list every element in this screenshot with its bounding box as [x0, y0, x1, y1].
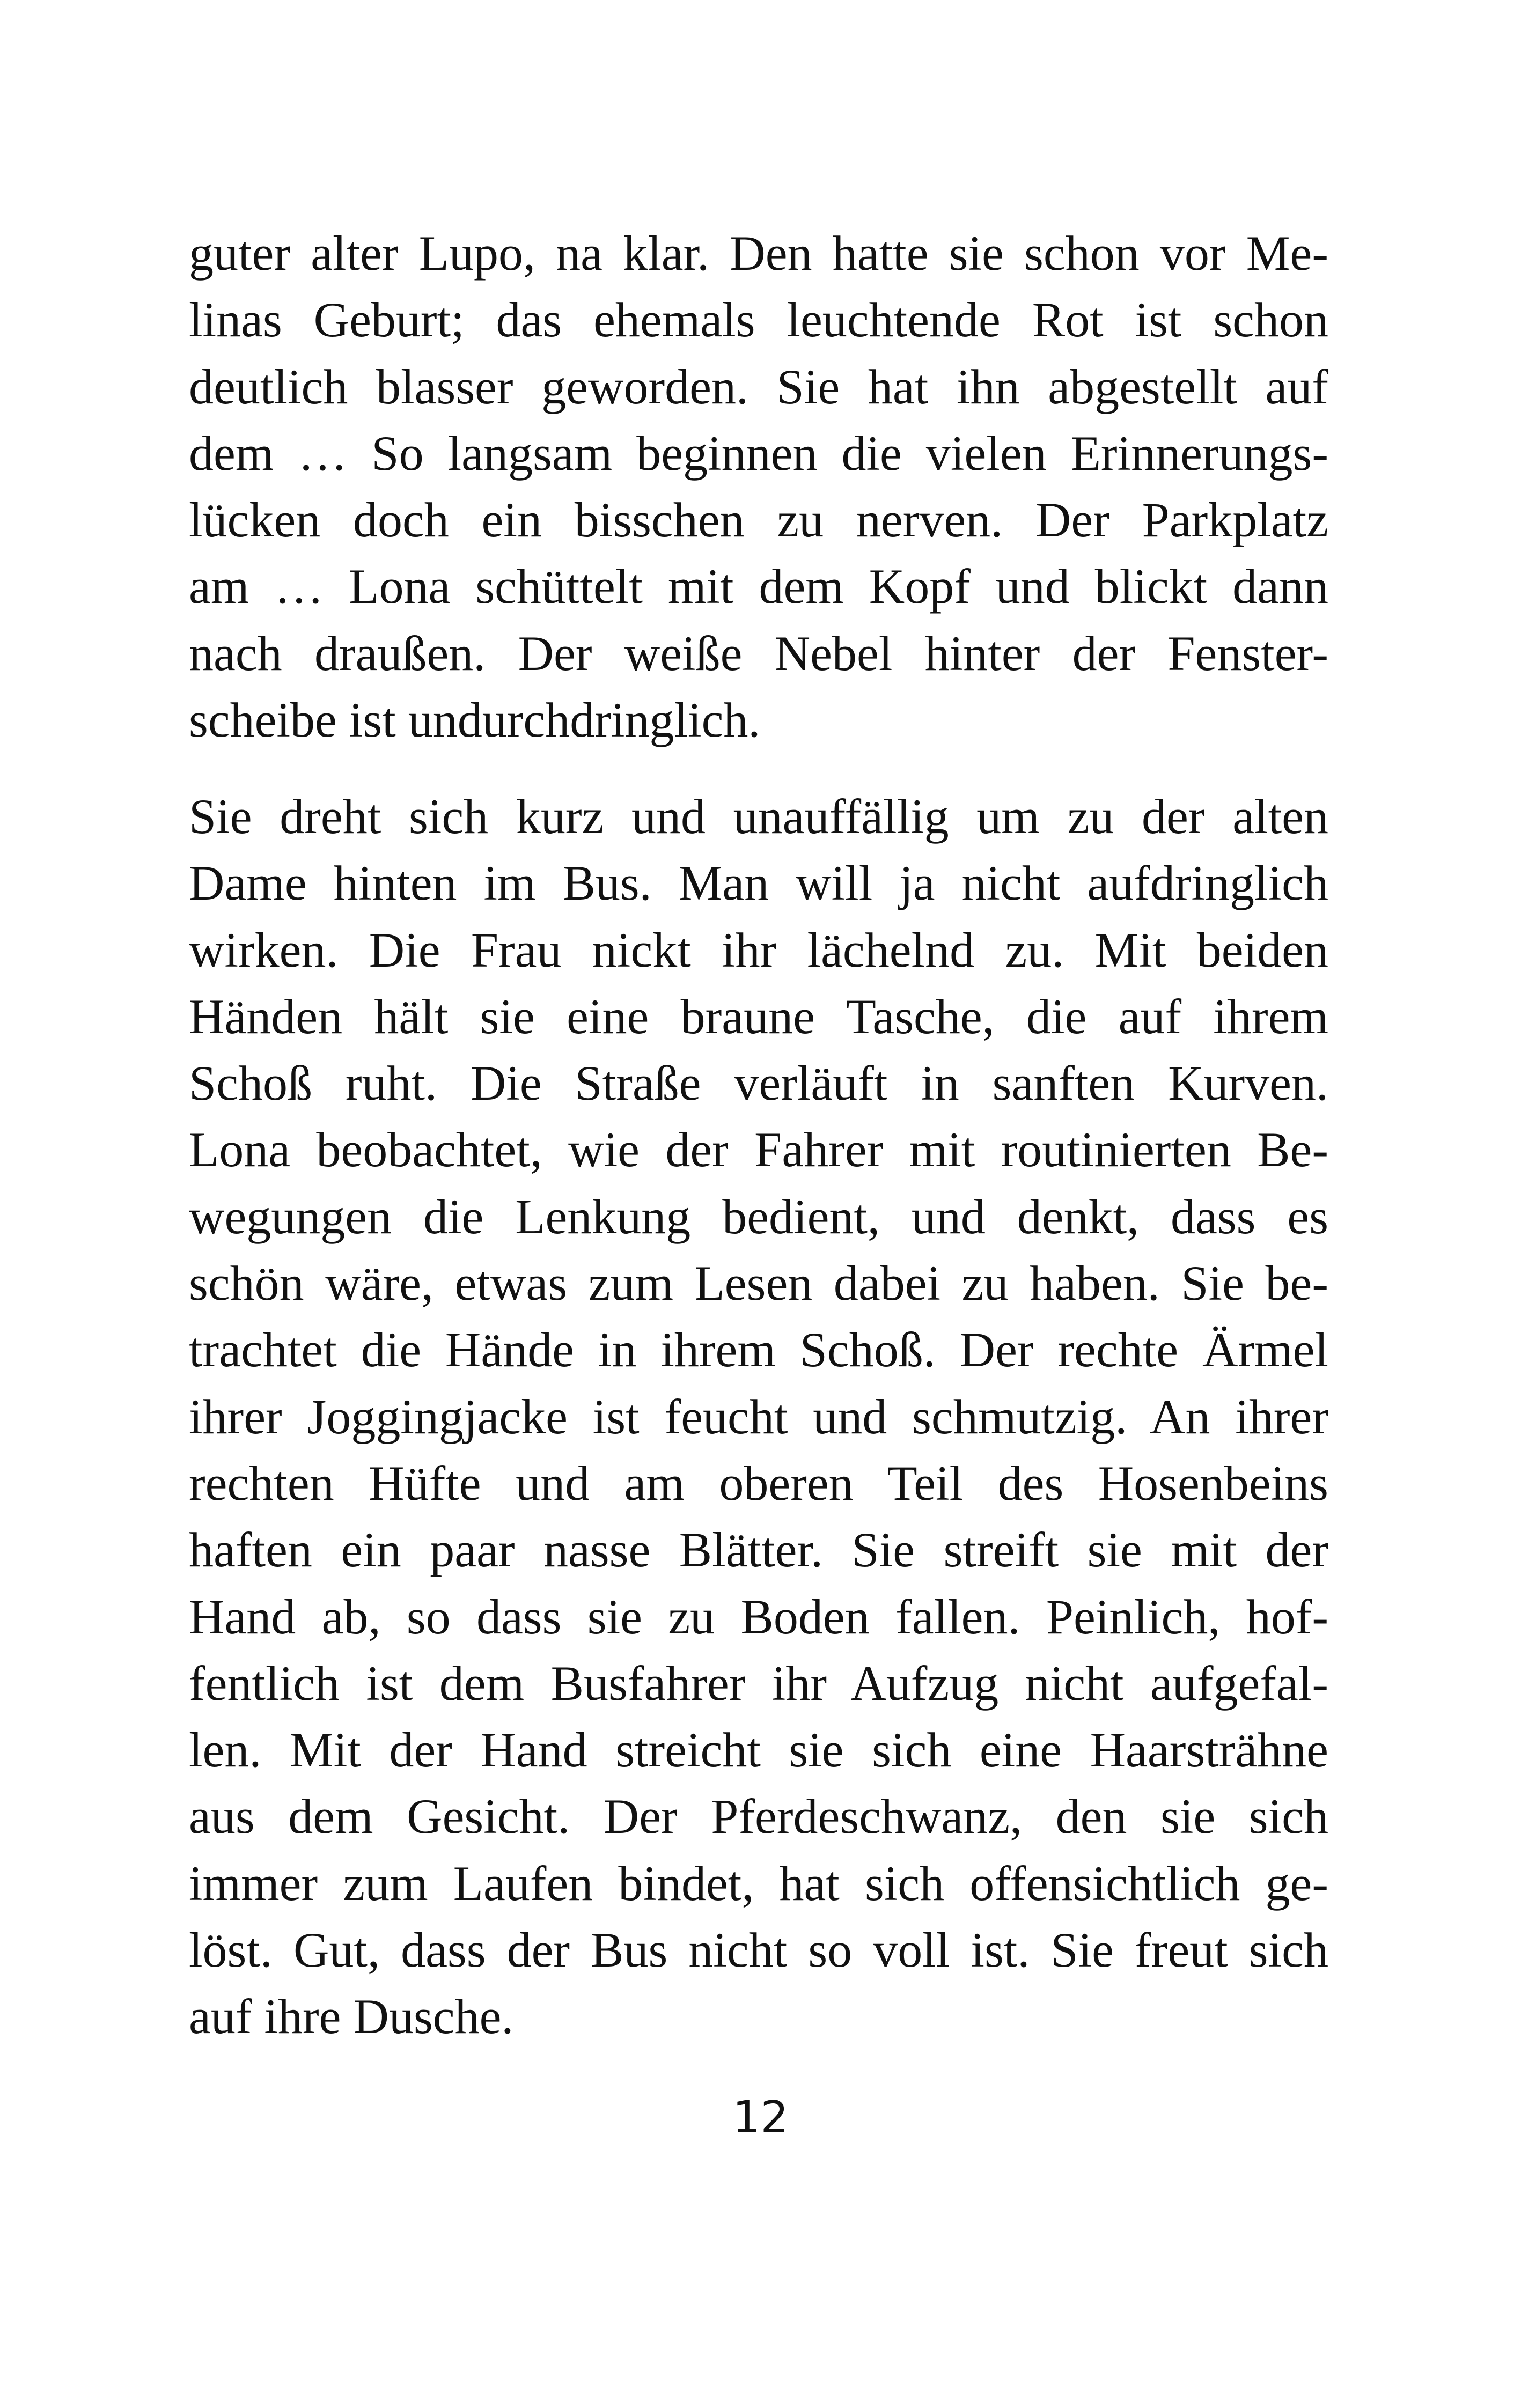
text-line: nach draußen. Der weiße Nebel hinter der Fenster- — [189, 625, 1328, 681]
text-line: lücken doch ein bisschen zu nerven. Der Parkplatz — [189, 492, 1328, 548]
text-line: löst. Gut, dass der Bus nicht so voll ist. Sie freut sich — [189, 1923, 1328, 1978]
text-line: Hand ab, so dass sie zu Boden fallen. Peinlich, hof- — [189, 1589, 1328, 1644]
text-line: wirken. Die Frau nickt ihr lächelnd zu. Mit beiden — [189, 922, 1328, 977]
text-line: Lona beobachtet, wie der Fahrer mit routinierten Be- — [189, 1122, 1328, 1177]
text-line: am … Lona schüttelt mit dem Kopf und blickt dann — [189, 559, 1328, 614]
text-line: deutlich blasser geworden. Sie hat ihn abgestellt auf — [189, 359, 1328, 414]
page-number: 12 — [732, 2092, 789, 2143]
text-line: Händen hält sie eine braune Tasche, die auf ihrem — [189, 989, 1328, 1044]
text-line: dem … So langsam beginnen die vielen Erinnerungs- — [189, 425, 1328, 481]
text-line: scheibe ist undurchdringlich. — [189, 693, 761, 748]
text-line: len. Mit der Hand streicht sie sich eine Haarsträhne — [189, 1722, 1328, 1778]
text-line: wegungen die Lenkung bedient, und denkt, dass es — [189, 1189, 1328, 1244]
text-line: Sie dreht sich kurz und unauffällig um zu der alten — [189, 789, 1328, 844]
text-line: schön wäre, etwas zum Lesen dabei zu haben. Sie be- — [189, 1256, 1328, 1311]
text-line: Schoß ruht. Die Straße verläuft in sanften Kurven. — [189, 1056, 1328, 1111]
text-line: auf ihre Dusche. — [189, 1989, 514, 2044]
text-line: aus dem Gesicht. Der Pferdeschwanz, den sie sich — [189, 1789, 1328, 1844]
paragraph-1 — [189, 220, 1328, 753]
text-line: ihrer Joggingjacke ist feucht und schmutzig. An ihrer — [189, 1389, 1328, 1444]
text-line: guter alter Lupo, na klar. Den hatte sie schon vor Me- — [189, 226, 1328, 281]
paragraph-2 — [189, 783, 1328, 2050]
text-line: fentlich ist dem Busfahrer ihr Aufzug nicht aufgefal- — [189, 1655, 1328, 1711]
text-line: rechten Hüfte und am oberen Teil des Hosenbeins — [189, 1455, 1328, 1511]
text-line: immer zum Laufen bindet, hat sich offensichtlich ge- — [189, 1855, 1328, 1911]
text-line: Dame hinten im Bus. Man will ja nicht aufdringlich — [189, 856, 1328, 911]
text-line: haften ein paar nasse Blätter. Sie streift sie mit der — [189, 1522, 1328, 1578]
text-line: trachtet die Hände in ihrem Schoß. Der rechte Ärmel — [189, 1322, 1328, 1378]
text-line: linas Geburt; das ehemals leuchtende Rot ist schon — [189, 292, 1328, 348]
